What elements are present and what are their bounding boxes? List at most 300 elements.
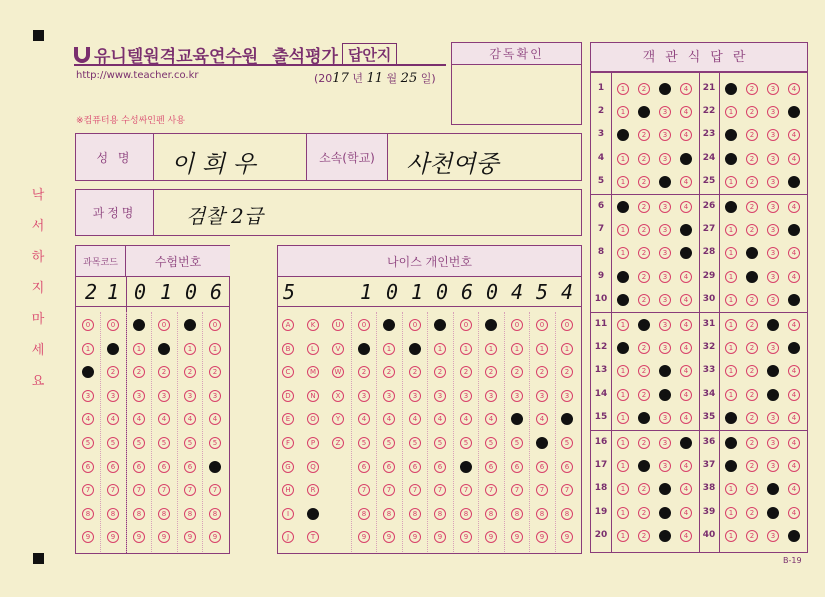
letter-bubble[interactable]: I bbox=[282, 508, 294, 520]
neis-bubble[interactable]: 6 bbox=[511, 461, 523, 473]
code-bubble[interactable]: 0 bbox=[107, 319, 119, 331]
neis-bubble[interactable]: 2 bbox=[409, 366, 421, 378]
letter-bubble[interactable]: B bbox=[282, 343, 294, 355]
neis-bubble[interactable]: 3 bbox=[511, 390, 523, 402]
code-bubble[interactable]: 6 bbox=[107, 461, 119, 473]
exam-bubble[interactable]: 1 bbox=[184, 343, 196, 355]
answer-bubble[interactable]: 2 bbox=[746, 294, 758, 306]
neis-bubble[interactable]: 3 bbox=[460, 390, 472, 402]
exam-bubble[interactable]: 7 bbox=[184, 484, 196, 496]
neis-bubble[interactable]: 8 bbox=[536, 508, 548, 520]
neis-bubble[interactable]: 1 bbox=[434, 343, 446, 355]
neis-bubble[interactable]: 5 bbox=[358, 437, 370, 449]
neis-bubble[interactable]: 1 bbox=[383, 343, 395, 355]
answer-bubble[interactable]: 4 bbox=[680, 483, 692, 495]
exam-bubble[interactable]: 5 bbox=[184, 437, 196, 449]
neis-bubble[interactable]: 2 bbox=[511, 366, 523, 378]
letter-bubble[interactable]: W bbox=[332, 366, 344, 378]
code-bubble[interactable]: 7 bbox=[82, 484, 94, 496]
answer-bubble[interactable]: 4 bbox=[788, 83, 800, 95]
answer-bubble[interactable]: 3 bbox=[659, 83, 671, 95]
answer-bubble[interactable]: 4 bbox=[680, 294, 692, 306]
neis-bubble[interactable]: 8 bbox=[485, 508, 497, 520]
answer-bubble[interactable]: 1 bbox=[617, 224, 629, 236]
letter-bubble[interactable]: Z bbox=[332, 437, 344, 449]
neis-bubble[interactable]: 4 bbox=[485, 413, 497, 425]
answer-bubble[interactable]: 3 bbox=[659, 437, 671, 449]
answer-bubble[interactable]: 4 bbox=[788, 224, 800, 236]
neis-bubble[interactable]: 2 bbox=[434, 366, 446, 378]
neis-bubble[interactable]: 4 bbox=[409, 413, 421, 425]
answer-bubble[interactable]: 1 bbox=[725, 507, 737, 519]
exam-bubble[interactable]: 2 bbox=[184, 366, 196, 378]
answer-bubble[interactable]: 2 bbox=[746, 460, 758, 472]
answer-bubble[interactable]: 2 bbox=[638, 106, 650, 118]
neis-bubble[interactable]: 9 bbox=[460, 531, 472, 543]
answer-bubble[interactable]: 4 bbox=[680, 83, 692, 95]
neis-bubble[interactable]: 9 bbox=[434, 531, 446, 543]
answer-bubble[interactable]: 3 bbox=[659, 507, 671, 519]
neis-bubble[interactable]: 7 bbox=[485, 484, 497, 496]
answer-bubble[interactable]: 2 bbox=[638, 176, 650, 188]
answer-bubble[interactable]: 4 bbox=[788, 412, 800, 424]
answer-bubble[interactable]: 4 bbox=[788, 530, 800, 542]
letter-bubble[interactable]: F bbox=[282, 437, 294, 449]
code-bubble[interactable]: 8 bbox=[82, 508, 94, 520]
answer-bubble[interactable]: 1 bbox=[725, 530, 737, 542]
exam-bubble[interactable]: 5 bbox=[133, 437, 145, 449]
exam-bubble[interactable]: 9 bbox=[133, 531, 145, 543]
neis-bubble[interactable]: 4 bbox=[460, 413, 472, 425]
exam-bubble[interactable]: 0 bbox=[158, 319, 170, 331]
neis-bubble[interactable]: 8 bbox=[561, 508, 573, 520]
answer-bubble[interactable]: 1 bbox=[725, 319, 737, 331]
neis-bubble[interactable]: 6 bbox=[383, 461, 395, 473]
neis-bubble[interactable]: 0 bbox=[460, 319, 472, 331]
neis-bubble[interactable]: 3 bbox=[485, 390, 497, 402]
neis-bubble[interactable]: 9 bbox=[383, 531, 395, 543]
neis-bubble[interactable]: 3 bbox=[383, 390, 395, 402]
answer-bubble[interactable]: 3 bbox=[659, 483, 671, 495]
letter-bubble[interactable]: U bbox=[332, 319, 344, 331]
answer-bubble[interactable]: 2 bbox=[638, 507, 650, 519]
letter-bubble[interactable]: J bbox=[282, 531, 294, 543]
neis-bubble[interactable]: 8 bbox=[383, 508, 395, 520]
exam-bubble[interactable]: 2 bbox=[133, 366, 145, 378]
answer-bubble[interactable]: 1 bbox=[617, 271, 629, 283]
neis-bubble[interactable]: 2 bbox=[485, 366, 497, 378]
neis-bubble[interactable]: 4 bbox=[536, 413, 548, 425]
neis-bubble[interactable]: 6 bbox=[485, 461, 497, 473]
answer-bubble[interactable]: 2 bbox=[638, 365, 650, 377]
exam-bubble[interactable]: 9 bbox=[209, 531, 221, 543]
exam-bubble[interactable]: 6 bbox=[184, 461, 196, 473]
answer-bubble[interactable]: 2 bbox=[638, 153, 650, 165]
answer-bubble[interactable]: 4 bbox=[680, 271, 692, 283]
answer-bubble[interactable]: 4 bbox=[788, 201, 800, 213]
neis-bubble[interactable]: 9 bbox=[536, 531, 548, 543]
answer-bubble[interactable]: 4 bbox=[680, 129, 692, 141]
neis-bubble[interactable]: 4 bbox=[511, 413, 523, 425]
answer-bubble[interactable]: 2 bbox=[746, 530, 758, 542]
exam-bubble[interactable]: 0 bbox=[184, 319, 196, 331]
answer-bubble[interactable]: 3 bbox=[767, 247, 779, 259]
answer-bubble[interactable]: 2 bbox=[746, 129, 758, 141]
answer-bubble[interactable]: 3 bbox=[659, 389, 671, 401]
letter-bubble[interactable]: X bbox=[332, 390, 344, 402]
answer-bubble[interactable]: 2 bbox=[746, 342, 758, 354]
answer-bubble[interactable]: 1 bbox=[725, 129, 737, 141]
neis-bubble[interactable]: 3 bbox=[536, 390, 548, 402]
neis-bubble[interactable]: 7 bbox=[511, 484, 523, 496]
answer-bubble[interactable]: 4 bbox=[788, 507, 800, 519]
answer-bubble[interactable]: 3 bbox=[659, 247, 671, 259]
letter-bubble[interactable]: N bbox=[307, 390, 319, 402]
answer-bubble[interactable]: 3 bbox=[659, 319, 671, 331]
exam-bubble[interactable]: 8 bbox=[209, 508, 221, 520]
neis-bubble[interactable]: 0 bbox=[358, 319, 370, 331]
answer-bubble[interactable]: 2 bbox=[638, 83, 650, 95]
neis-bubble[interactable]: 7 bbox=[434, 484, 446, 496]
exam-bubble[interactable]: 5 bbox=[158, 437, 170, 449]
answer-bubble[interactable]: 1 bbox=[617, 153, 629, 165]
answer-bubble[interactable]: 1 bbox=[617, 507, 629, 519]
answer-bubble[interactable]: 1 bbox=[725, 106, 737, 118]
neis-bubble[interactable]: 3 bbox=[434, 390, 446, 402]
answer-bubble[interactable]: 4 bbox=[788, 129, 800, 141]
exam-bubble[interactable]: 8 bbox=[184, 508, 196, 520]
answer-bubble[interactable]: 4 bbox=[788, 437, 800, 449]
answer-bubble[interactable]: 3 bbox=[767, 224, 779, 236]
letter-bubble[interactable]: Y bbox=[332, 413, 344, 425]
answer-bubble[interactable]: 2 bbox=[746, 437, 758, 449]
code-bubble[interactable]: 9 bbox=[82, 531, 94, 543]
answer-bubble[interactable]: 3 bbox=[659, 201, 671, 213]
answer-bubble[interactable]: 4 bbox=[680, 365, 692, 377]
answer-bubble[interactable]: 4 bbox=[788, 294, 800, 306]
neis-bubble[interactable]: 0 bbox=[485, 319, 497, 331]
neis-bubble[interactable]: 5 bbox=[485, 437, 497, 449]
neis-bubble[interactable]: 3 bbox=[409, 390, 421, 402]
answer-bubble[interactable]: 4 bbox=[680, 106, 692, 118]
answer-bubble[interactable]: 2 bbox=[746, 247, 758, 259]
answer-bubble[interactable]: 3 bbox=[767, 271, 779, 283]
answer-bubble[interactable]: 2 bbox=[746, 176, 758, 188]
neis-bubble[interactable]: 2 bbox=[460, 366, 472, 378]
answer-bubble[interactable]: 2 bbox=[638, 342, 650, 354]
answer-bubble[interactable]: 1 bbox=[725, 247, 737, 259]
neis-bubble[interactable]: 7 bbox=[561, 484, 573, 496]
answer-bubble[interactable]: 2 bbox=[638, 530, 650, 542]
code-bubble[interactable]: 1 bbox=[107, 343, 119, 355]
exam-bubble[interactable]: 7 bbox=[209, 484, 221, 496]
exam-bubble[interactable]: 4 bbox=[184, 413, 196, 425]
neis-bubble[interactable]: 8 bbox=[511, 508, 523, 520]
answer-bubble[interactable]: 1 bbox=[617, 389, 629, 401]
answer-bubble[interactable]: 4 bbox=[788, 342, 800, 354]
answer-bubble[interactable]: 1 bbox=[617, 530, 629, 542]
answer-bubble[interactable]: 2 bbox=[746, 365, 758, 377]
answer-bubble[interactable]: 1 bbox=[617, 129, 629, 141]
letter-bubble[interactable]: L bbox=[307, 343, 319, 355]
exam-bubble[interactable]: 8 bbox=[133, 508, 145, 520]
answer-bubble[interactable]: 3 bbox=[659, 224, 671, 236]
neis-bubble[interactable]: 0 bbox=[536, 319, 548, 331]
answer-bubble[interactable]: 2 bbox=[638, 437, 650, 449]
answer-bubble[interactable]: 2 bbox=[638, 319, 650, 331]
neis-bubble[interactable]: 0 bbox=[434, 319, 446, 331]
code-bubble[interactable]: 4 bbox=[82, 413, 94, 425]
exam-bubble[interactable]: 4 bbox=[158, 413, 170, 425]
answer-bubble[interactable]: 3 bbox=[659, 176, 671, 188]
neis-bubble[interactable]: 1 bbox=[485, 343, 497, 355]
neis-bubble[interactable]: 6 bbox=[409, 461, 421, 473]
answer-bubble[interactable]: 4 bbox=[788, 153, 800, 165]
code-bubble[interactable]: 1 bbox=[82, 343, 94, 355]
answer-bubble[interactable]: 3 bbox=[767, 483, 779, 495]
neis-bubble[interactable]: 2 bbox=[383, 366, 395, 378]
answer-bubble[interactable]: 4 bbox=[680, 389, 692, 401]
letter-bubble[interactable]: H bbox=[282, 484, 294, 496]
answer-bubble[interactable]: 4 bbox=[680, 437, 692, 449]
neis-bubble[interactable]: 5 bbox=[460, 437, 472, 449]
answer-bubble[interactable]: 4 bbox=[788, 460, 800, 472]
exam-bubble[interactable]: 7 bbox=[158, 484, 170, 496]
code-bubble[interactable]: 0 bbox=[82, 319, 94, 331]
answer-bubble[interactable]: 3 bbox=[659, 412, 671, 424]
answer-bubble[interactable]: 1 bbox=[617, 365, 629, 377]
neis-bubble[interactable]: 4 bbox=[561, 413, 573, 425]
answer-bubble[interactable]: 2 bbox=[746, 106, 758, 118]
answer-bubble[interactable]: 3 bbox=[767, 342, 779, 354]
answer-bubble[interactable]: 2 bbox=[638, 247, 650, 259]
exam-bubble[interactable]: 1 bbox=[158, 343, 170, 355]
neis-bubble[interactable]: 3 bbox=[561, 390, 573, 402]
letter-bubble[interactable]: T bbox=[307, 531, 319, 543]
letter-bubble[interactable]: D bbox=[282, 390, 294, 402]
code-bubble[interactable]: 4 bbox=[107, 413, 119, 425]
answer-bubble[interactable]: 1 bbox=[725, 201, 737, 213]
answer-bubble[interactable]: 2 bbox=[638, 201, 650, 213]
answer-bubble[interactable]: 1 bbox=[725, 365, 737, 377]
neis-bubble[interactable]: 7 bbox=[460, 484, 472, 496]
exam-bubble[interactable]: 6 bbox=[133, 461, 145, 473]
letter-bubble[interactable]: V bbox=[332, 343, 344, 355]
answer-bubble[interactable]: 3 bbox=[659, 365, 671, 377]
answer-bubble[interactable]: 1 bbox=[725, 153, 737, 165]
answer-bubble[interactable]: 2 bbox=[746, 201, 758, 213]
neis-bubble[interactable]: 8 bbox=[460, 508, 472, 520]
neis-bubble[interactable]: 6 bbox=[434, 461, 446, 473]
answer-bubble[interactable]: 1 bbox=[617, 319, 629, 331]
answer-bubble[interactable]: 3 bbox=[767, 389, 779, 401]
answer-bubble[interactable]: 1 bbox=[725, 437, 737, 449]
answer-bubble[interactable]: 4 bbox=[680, 201, 692, 213]
answer-bubble[interactable]: 3 bbox=[767, 365, 779, 377]
answer-bubble[interactable]: 4 bbox=[680, 412, 692, 424]
answer-bubble[interactable]: 3 bbox=[767, 294, 779, 306]
answer-bubble[interactable]: 3 bbox=[767, 129, 779, 141]
neis-bubble[interactable]: 5 bbox=[561, 437, 573, 449]
answer-bubble[interactable]: 4 bbox=[680, 530, 692, 542]
neis-bubble[interactable]: 5 bbox=[409, 437, 421, 449]
exam-bubble[interactable]: 6 bbox=[158, 461, 170, 473]
code-bubble[interactable]: 5 bbox=[82, 437, 94, 449]
answer-bubble[interactable]: 1 bbox=[725, 342, 737, 354]
neis-bubble[interactable]: 7 bbox=[409, 484, 421, 496]
exam-bubble[interactable]: 2 bbox=[158, 366, 170, 378]
answer-bubble[interactable]: 3 bbox=[767, 437, 779, 449]
exam-bubble[interactable]: 0 bbox=[133, 319, 145, 331]
answer-bubble[interactable]: 1 bbox=[617, 106, 629, 118]
neis-bubble[interactable]: 0 bbox=[409, 319, 421, 331]
neis-bubble[interactable]: 8 bbox=[358, 508, 370, 520]
answer-bubble[interactable]: 3 bbox=[767, 106, 779, 118]
answer-bubble[interactable]: 2 bbox=[746, 153, 758, 165]
exam-bubble[interactable]: 1 bbox=[209, 343, 221, 355]
answer-bubble[interactable]: 3 bbox=[659, 106, 671, 118]
answer-bubble[interactable]: 4 bbox=[680, 224, 692, 236]
neis-bubble[interactable]: 6 bbox=[536, 461, 548, 473]
neis-bubble[interactable]: 1 bbox=[460, 343, 472, 355]
neis-bubble[interactable]: 9 bbox=[511, 531, 523, 543]
code-bubble[interactable]: 3 bbox=[107, 390, 119, 402]
answer-bubble[interactable]: 3 bbox=[659, 342, 671, 354]
code-bubble[interactable]: 8 bbox=[107, 508, 119, 520]
answer-bubble[interactable]: 1 bbox=[725, 389, 737, 401]
exam-bubble[interactable]: 6 bbox=[209, 461, 221, 473]
neis-bubble[interactable]: 1 bbox=[561, 343, 573, 355]
neis-bubble[interactable]: 5 bbox=[383, 437, 395, 449]
answer-bubble[interactable]: 3 bbox=[659, 530, 671, 542]
answer-bubble[interactable]: 4 bbox=[788, 271, 800, 283]
letter-bubble[interactable]: R bbox=[307, 484, 319, 496]
exam-bubble[interactable]: 9 bbox=[158, 531, 170, 543]
letter-bubble[interactable]: Q bbox=[307, 461, 319, 473]
neis-bubble[interactable]: 2 bbox=[536, 366, 548, 378]
answer-bubble[interactable]: 3 bbox=[767, 319, 779, 331]
answer-bubble[interactable]: 2 bbox=[746, 507, 758, 519]
code-bubble[interactable]: 6 bbox=[82, 461, 94, 473]
neis-bubble[interactable]: 1 bbox=[511, 343, 523, 355]
answer-bubble[interactable]: 1 bbox=[617, 412, 629, 424]
answer-bubble[interactable]: 3 bbox=[767, 176, 779, 188]
answer-bubble[interactable]: 4 bbox=[680, 176, 692, 188]
letter-bubble[interactable]: M bbox=[307, 366, 319, 378]
exam-bubble[interactable]: 9 bbox=[184, 531, 196, 543]
answer-bubble[interactable]: 4 bbox=[788, 483, 800, 495]
letter-bubble[interactable]: P bbox=[307, 437, 319, 449]
neis-bubble[interactable]: 6 bbox=[561, 461, 573, 473]
exam-bubble[interactable]: 3 bbox=[133, 390, 145, 402]
answer-bubble[interactable]: 4 bbox=[788, 247, 800, 259]
answer-bubble[interactable]: 4 bbox=[680, 507, 692, 519]
letter-bubble[interactable]: K bbox=[307, 319, 319, 331]
answer-bubble[interactable]: 2 bbox=[746, 83, 758, 95]
answer-bubble[interactable]: 2 bbox=[638, 460, 650, 472]
answer-bubble[interactable]: 1 bbox=[725, 294, 737, 306]
answer-bubble[interactable]: 4 bbox=[788, 106, 800, 118]
code-bubble[interactable]: 2 bbox=[107, 366, 119, 378]
answer-bubble[interactable]: 4 bbox=[680, 342, 692, 354]
exam-bubble[interactable]: 3 bbox=[184, 390, 196, 402]
answer-bubble[interactable]: 1 bbox=[617, 483, 629, 495]
exam-bubble[interactable]: 8 bbox=[158, 508, 170, 520]
exam-bubble[interactable]: 7 bbox=[133, 484, 145, 496]
exam-bubble[interactable]: 1 bbox=[133, 343, 145, 355]
answer-bubble[interactable]: 3 bbox=[659, 460, 671, 472]
exam-bubble[interactable]: 3 bbox=[158, 390, 170, 402]
answer-bubble[interactable]: 4 bbox=[680, 247, 692, 259]
letter-bubble[interactable]: A bbox=[282, 319, 294, 331]
answer-bubble[interactable]: 2 bbox=[638, 129, 650, 141]
answer-bubble[interactable]: 2 bbox=[746, 271, 758, 283]
neis-bubble[interactable]: 4 bbox=[383, 413, 395, 425]
answer-bubble[interactable]: 2 bbox=[746, 319, 758, 331]
letter-bubble[interactable]: O bbox=[307, 413, 319, 425]
neis-bubble[interactable]: 2 bbox=[358, 366, 370, 378]
answer-bubble[interactable]: 2 bbox=[746, 389, 758, 401]
neis-bubble[interactable]: 2 bbox=[561, 366, 573, 378]
answer-bubble[interactable]: 2 bbox=[746, 483, 758, 495]
neis-bubble[interactable]: 0 bbox=[561, 319, 573, 331]
answer-bubble[interactable]: 3 bbox=[767, 412, 779, 424]
letter-bubble[interactable]: E bbox=[282, 413, 294, 425]
answer-bubble[interactable]: 1 bbox=[617, 460, 629, 472]
answer-bubble[interactable]: 1 bbox=[617, 247, 629, 259]
exam-bubble[interactable]: 4 bbox=[133, 413, 145, 425]
neis-bubble[interactable]: 7 bbox=[383, 484, 395, 496]
answer-bubble[interactable]: 1 bbox=[617, 294, 629, 306]
neis-bubble[interactable]: 9 bbox=[485, 531, 497, 543]
neis-bubble[interactable]: 7 bbox=[536, 484, 548, 496]
answer-bubble[interactable]: 4 bbox=[680, 153, 692, 165]
exam-bubble[interactable]: 4 bbox=[209, 413, 221, 425]
neis-bubble[interactable]: 5 bbox=[511, 437, 523, 449]
answer-bubble[interactable]: 1 bbox=[617, 176, 629, 188]
answer-bubble[interactable]: 1 bbox=[725, 412, 737, 424]
answer-bubble[interactable]: 3 bbox=[767, 460, 779, 472]
neis-bubble[interactable]: 1 bbox=[358, 343, 370, 355]
exam-bubble[interactable]: 5 bbox=[209, 437, 221, 449]
neis-bubble[interactable]: 0 bbox=[511, 319, 523, 331]
answer-bubble[interactable]: 2 bbox=[638, 412, 650, 424]
neis-bubble[interactable]: 9 bbox=[358, 531, 370, 543]
code-bubble[interactable]: 9 bbox=[107, 531, 119, 543]
neis-bubble[interactable]: 5 bbox=[536, 437, 548, 449]
answer-bubble[interactable]: 3 bbox=[767, 530, 779, 542]
answer-bubble[interactable]: 3 bbox=[659, 129, 671, 141]
neis-bubble[interactable]: 8 bbox=[409, 508, 421, 520]
exam-bubble[interactable]: 2 bbox=[209, 366, 221, 378]
neis-bubble[interactable]: 4 bbox=[434, 413, 446, 425]
answer-bubble[interactable]: 3 bbox=[767, 507, 779, 519]
letter-bubble[interactable]: S bbox=[307, 508, 319, 520]
exam-bubble[interactable]: 0 bbox=[209, 319, 221, 331]
answer-bubble[interactable]: 3 bbox=[767, 153, 779, 165]
letter-bubble[interactable]: G bbox=[282, 461, 294, 473]
answer-bubble[interactable]: 2 bbox=[638, 483, 650, 495]
answer-bubble[interactable]: 3 bbox=[767, 201, 779, 213]
answer-bubble[interactable]: 1 bbox=[725, 460, 737, 472]
answer-bubble[interactable]: 3 bbox=[767, 83, 779, 95]
exam-bubble[interactable]: 3 bbox=[209, 390, 221, 402]
neis-bubble[interactable]: 6 bbox=[460, 461, 472, 473]
neis-bubble[interactable]: 9 bbox=[561, 531, 573, 543]
answer-bubble[interactable]: 4 bbox=[788, 365, 800, 377]
neis-bubble[interactable]: 3 bbox=[358, 390, 370, 402]
neis-bubble[interactable]: 6 bbox=[358, 461, 370, 473]
